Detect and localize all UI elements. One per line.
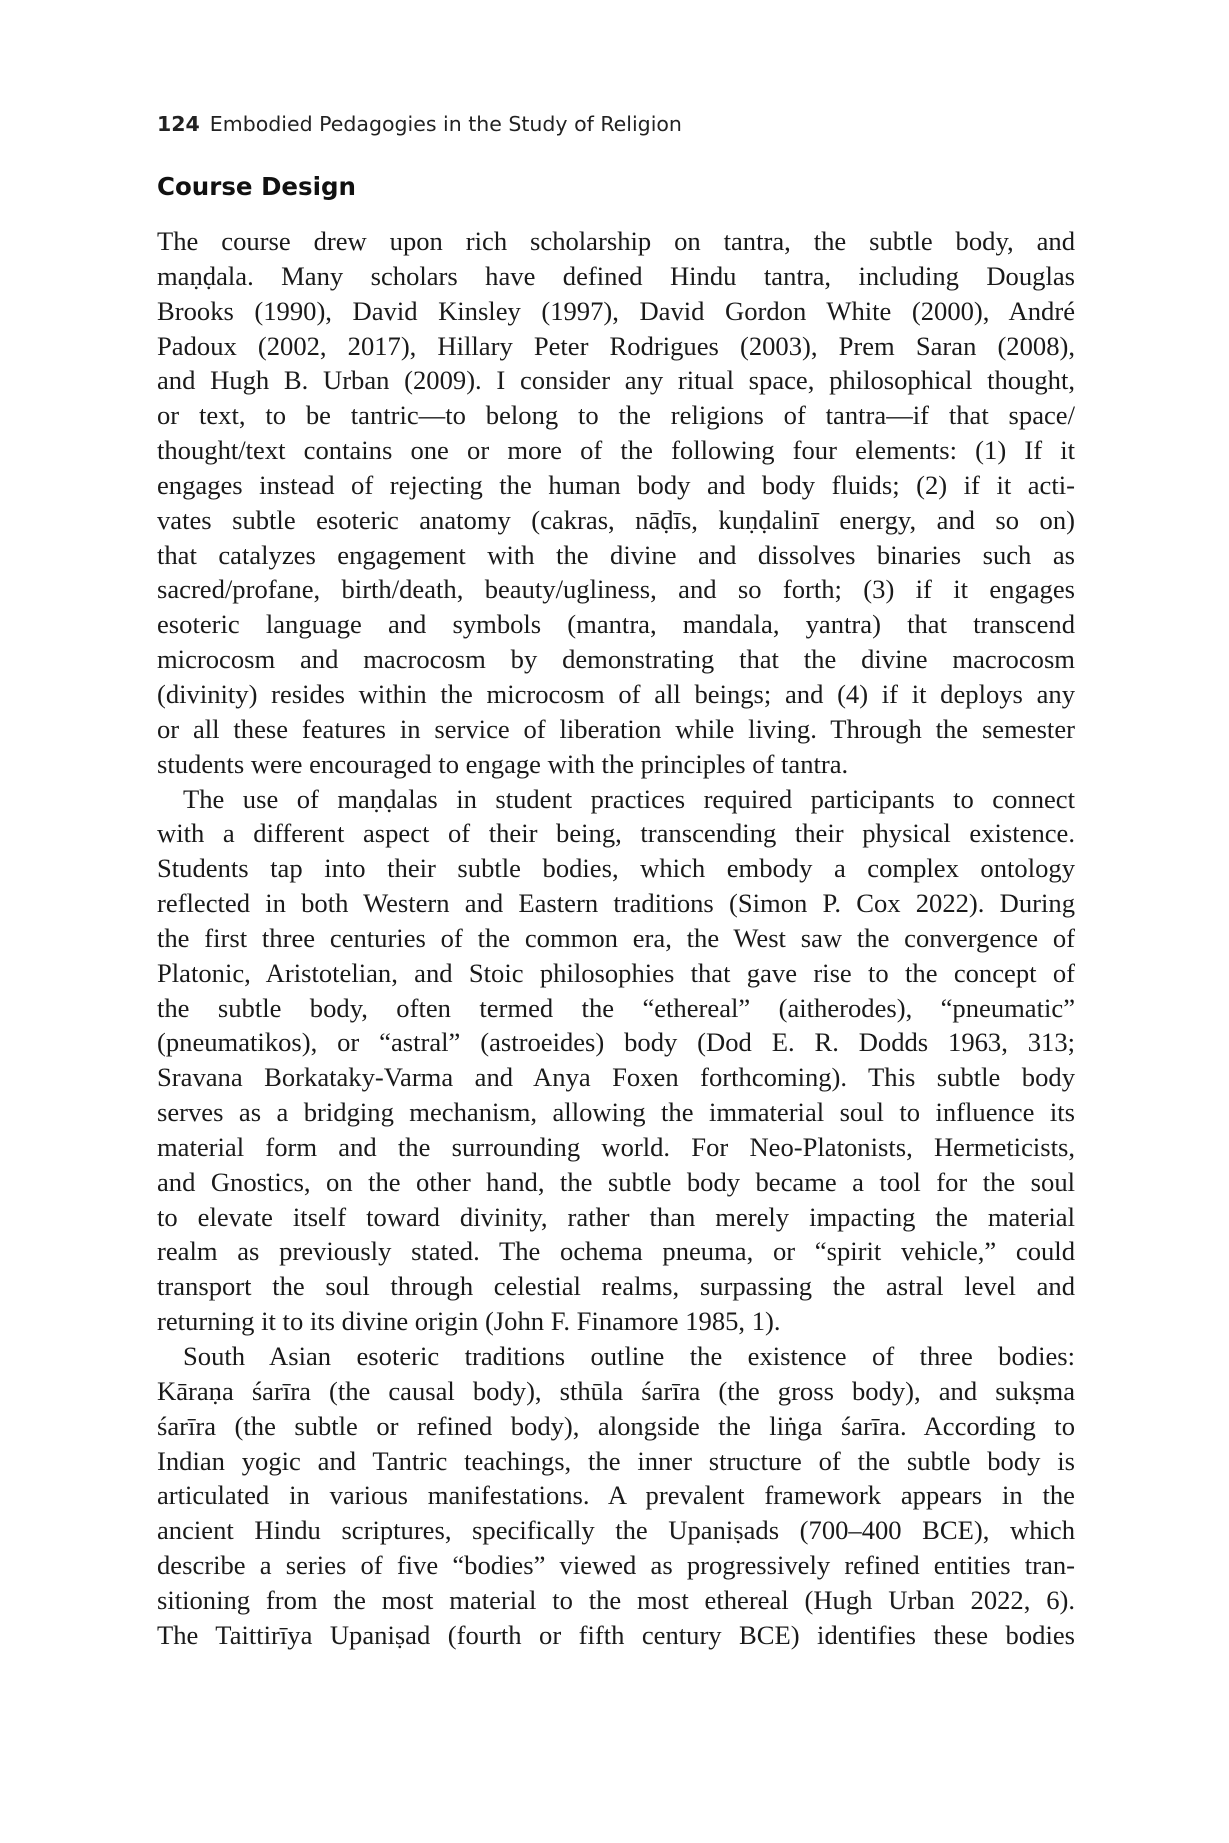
text-line: South Asian esoteric traditions outline the existence of three bodies:: [183, 1341, 1075, 1371]
text-line: (divinity) resides within the microcosm of all beings; and (4) if it deploys any: [157, 678, 1075, 709]
text-line: the subtle body, often termed the “ethereal” (aitherodes), “pneumatic”: [157, 992, 1075, 1023]
page-number: 124: [157, 112, 200, 136]
text-line: to elevate itself toward divinity, rather than merely impacting the material: [157, 1201, 1075, 1232]
text-line: articulated in various manifestations. A prevalent framework appears in the: [157, 1480, 1075, 1511]
text-line: material form and the surrounding world. For Neo-Platonists, Hermeticists,: [157, 1131, 1075, 1162]
text-line: Students tap into their subtle bodies, which embody a complex ontology: [157, 853, 1075, 884]
text-line: Sravana Borkataky-Varma and Anya Foxen forthcoming). This subtle body: [157, 1062, 1075, 1093]
text-line: The Taittirīya Upaniṣad (fourth or fifth century BCE) identifies these bodies: [157, 1619, 1075, 1650]
text-line: Platonic, Aristotelian, and Stoic philosophies that gave rise to the concept of: [157, 957, 1075, 988]
paragraph-1: [157, 224, 1075, 782]
text-line: sacred/profane, birth/death, beauty/ugliness, and so forth; (3) if it engages: [157, 574, 1075, 605]
text-line: or text, to be tantric—to belong to the religions of tantra—if that space/: [157, 400, 1075, 431]
text-line: microcosm and macrocosm by demonstrating that the divine macrocosm: [157, 644, 1075, 675]
text-line: and Gnostics, on the other hand, the subtle body became a tool for the soul: [157, 1166, 1075, 1197]
text-line: (pneumatikos), or “astral” (astroeides) body (Dod E. R. Dodds 1963, 313;: [157, 1027, 1075, 1058]
text-line: Padoux (2002, 2017), Hillary Peter Rodrigues (2003), Prem Saran (2008),: [157, 330, 1075, 361]
text-line: sitioning from the most material to the most ethereal (Hugh Urban 2022, 6).: [157, 1584, 1075, 1615]
text-line: ancient Hindu scriptures, specifically the Upaniṣads (700–400 BCE), which: [157, 1515, 1075, 1546]
text-line: realm as previously stated. The ochema pneuma, or “spirit vehicle,” could: [157, 1236, 1075, 1267]
section-heading: Course Design: [157, 172, 356, 201]
text-line: and Hugh B. Urban (2009). I consider any ritual space, philosophical thought,: [157, 365, 1075, 396]
text-line: or all these features in service of liberation while living. Through the semester: [157, 713, 1075, 744]
text-line: vates subtle esoteric anatomy (cakras, nāḍīs, kuṇḍalinī energy, and so on): [157, 504, 1075, 535]
text-line: maṇḍala. Many scholars have defined Hindu tantra, including Douglas: [157, 260, 1075, 291]
text-line: transport the soul through celestial realms, surpassing the astral level and: [157, 1271, 1075, 1302]
text-line: Indian yogic and Tantric teachings, the inner structure of the subtle body is: [157, 1445, 1075, 1476]
text-line: the first three centuries of the common era, the West saw the convergence of: [157, 922, 1075, 953]
running-title: Embodied Pedagogies in the Study of Religion: [209, 112, 682, 136]
text-line: śarīra (the subtle or refined body), alongside the liṅga śarīra. According to: [157, 1410, 1075, 1441]
text-line: The use of maṇḍalas in student practices required participants to connect: [183, 783, 1075, 814]
text-line: that catalyzes engagement with the divine and dissolves binaries such as: [157, 539, 1075, 570]
text-line: serves as a bridging mechanism, allowing the immaterial soul to influence its: [157, 1097, 1075, 1128]
text-line: with a different aspect of their being, transcending their physical existence.: [157, 818, 1075, 849]
text-line: thought/text contains one or more of the following four elements: (1) If it: [157, 435, 1075, 466]
running-header: [157, 112, 682, 136]
text-line: returning it to its divine origin (John F. Finamore 1985, 1).: [157, 1306, 781, 1337]
text-line: reflected in both Western and Eastern traditions (Simon P. Cox 2022). During: [157, 888, 1075, 919]
text-line: students were encouraged to engage with the principles of tantra.: [157, 748, 849, 779]
body-text: [157, 224, 1075, 1653]
text-line: Kāraṇa śarīra (the causal body), sthūla śarīra (the gross body), and sukṣma: [157, 1375, 1075, 1406]
text-line: describe a series of five “bodies” viewed as progressively refined entities tran-: [157, 1550, 1075, 1581]
paragraph-2: [157, 782, 1075, 1340]
text-line: engages instead of rejecting the human body and body fluids; (2) if it acti-: [157, 469, 1075, 500]
text-line: Brooks (1990), David Kinsley (1997), David Gordon White (2000), André: [157, 295, 1075, 326]
paragraph-3: [157, 1339, 1075, 1653]
text-line: The course drew upon rich scholarship on tantra, the subtle body, and: [157, 226, 1075, 256]
text-line: esoteric language and symbols (mantra, mandala, yantra) that transcend: [157, 609, 1075, 640]
